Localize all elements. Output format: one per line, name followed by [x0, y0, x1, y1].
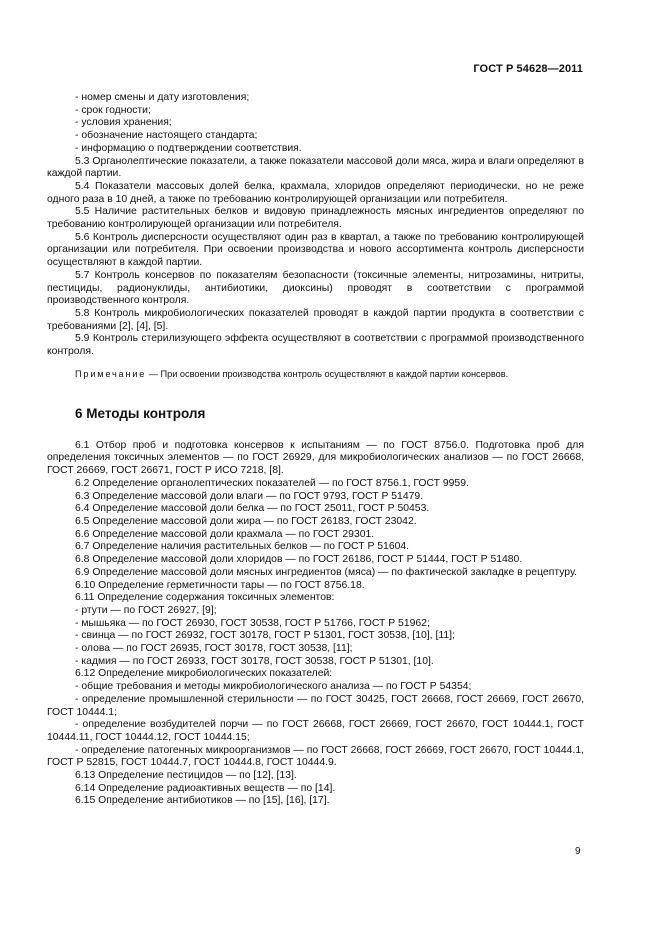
list-item: - мышьяка — по ГОСТ 26930, ГОСТ 30538, ГОСТ Р 51766, ГОСТ Р 51962; — [75, 617, 430, 629]
note — [75, 368, 584, 380]
paragraph-5-6: 5.6 Контроль дисперсности осуществляют один раз в квартал, а также по требованию контролирующей организации или потребителя. При освоении производства и нового ассортимента контроль дисперсности осуществляют в каждой партии. — [47, 231, 584, 269]
paragraph-5-9: 5.9 Контроль стерилизующего эффекта осуществляют в соответствии с программой производственного контроля. — [47, 333, 584, 358]
paragraph-6-8: 6.8 Определение массовой доли хлоридов — по ГОСТ 26186, ГОСТ Р 51444, ГОСТ Р 51480. — [75, 554, 523, 566]
note-text: — При освоении производства контроль осуществляют в каждой партии консервов. — [146, 368, 509, 379]
list-item: - срок годности; — [75, 104, 151, 116]
list-item: - обозначение настоящего стандарта; — [75, 130, 258, 142]
page-content — [47, 92, 584, 808]
list-item: - ртути — по ГОСТ 26927, [9]; — [75, 604, 217, 616]
paragraph-6-13: 6.13 Определение пестицидов — по [12], [13]. — [75, 770, 297, 782]
list-item: - определение промышленной стерильности — по ГОСТ 30425, ГОСТ 26668, ГОСТ 26669, ГОСТ 26670, ГОСТ 10444.1; — [47, 693, 584, 718]
paragraph-6-4: 6.4 Определение массовой доли белка — по ГОСТ 25011, ГОСТ Р 50453. — [75, 503, 430, 515]
paragraph-6-7: 6.7 Определение наличия растительных белков — по ГОСТ Р 51604. — [75, 541, 410, 553]
note-label: Примечание — [75, 368, 147, 379]
list-item: - определение возбудителей порчи — по ГОСТ 26668, ГОСТ 26669, ГОСТ 26670, ГОСТ 10444.1, ГОСТ 10444.11, ГОСТ 10444.12, ГОСТ 10444.15; — [47, 719, 584, 743]
paragraph-6-6: 6.6 Определение массовой доли крахмала — по ГОСТ 29301. — [75, 528, 375, 540]
paragraph-6-2: 6.2 Определение органолептических показателей — по ГОСТ 8756.1, ГОСТ 9959. — [75, 477, 469, 489]
list-item: - определение патогенных микроорганизмов — по ГОСТ 26668, ГОСТ 26669, ГОСТ 26670, ГОСТ 10444.1, ГОСТ Р 52815, ГОСТ 10444.7, ГОСТ 10444.8, ГОСТ 10444.9. — [47, 744, 584, 769]
list-item: - номер смены и дату изготовления; — [75, 92, 250, 103]
paragraph-6-5: 6.5 Определение массовой доли жира — по ГОСТ 26183, ГОСТ 23042. — [75, 515, 417, 527]
paragraph-5-4: 5.4 Показатели массовых долей белка, крахмала, хлоридов определяют периодически, но не реже одного раза в 10 дней, а также по требованию контролирующей организации или потребителя. — [47, 180, 584, 205]
paragraph-5-5: 5.5 Наличие растительных белков и видовую принадлежность мясных ингредиентов определяют по требованию контролирующей организации или потребителя. — [47, 206, 584, 231]
paragraph-6-12: 6.12 Определение микробиологических показателей: — [75, 668, 333, 680]
list-item: - общие требования и методы микробиологического анализа — по ГОСТ Р 54354; — [75, 681, 472, 693]
list-item: - олова — по ГОСТ 26935, ГОСТ 30178, ГОСТ 30538, [11]; — [75, 643, 353, 655]
paragraph-5-3: 5.3 Органолептические показатели, а также показатели массовой доли мяса, жира и влаги определяют в каждой партии. — [47, 155, 584, 180]
paragraph-6-1: 6.1 Отбор проб и подготовка консервов к испытаниям — по ГОСТ 8756.0. Подготовка проб для определения токсичных элементов — по ГОСТ 26929, для микробиологических анализов — по ГОСТ 26668, ГОСТ 26669, ГОСТ 26671, ГОСТ Р ИСО 7218, [8]. — [47, 439, 584, 477]
list-item: - условия хранения; — [75, 117, 172, 129]
paragraph-6-11: 6.11 Определение содержания токсичных элементов: — [75, 592, 335, 604]
section-heading: 6 Методы контроля — [75, 405, 206, 421]
paragraph-6-14: 6.14 Определение радиоактивных веществ — по [14]. — [75, 782, 336, 794]
list-item: - кадмия — по ГОСТ 26933, ГОСТ 30178, ГОСТ 30538, ГОСТ Р 51301, [10]. — [75, 655, 434, 667]
microbiology-list — [47, 681, 584, 770]
paragraph-6-3: 6.3 Определение массовой доли влаги — по ГОСТ 9793, ГОСТ Р 51479. — [75, 490, 424, 502]
paragraph-5-7: 5.7 Контроль консервов по показателям безопасности (токсичные элементы, нитрозамины, нитриты, пестициды, радионуклиды, антибиотики, диоксины) проводят в соответствии с программой производственного контроля. — [47, 269, 584, 307]
paragraph-6-15: 6.15 Определение антибиотиков — по [15], [16], [17]. — [75, 795, 330, 807]
paragraph-6-9: 6.9 Определение массовой доли мясных ингредиентов (мяса) — по фактической закладке в рецептуру. — [75, 566, 577, 578]
paragraph-5-8: 5.8 Контроль микробиологических показателей проводят в каждой партии продукта в соответствии с требованиями [2], [4], [5]. — [47, 307, 584, 332]
paragraph-6-10: 6.10 Определение герметичности тары — по ГОСТ 8756.18. — [75, 579, 365, 591]
page-number: 9 — [575, 846, 581, 857]
document-code-header: ГОСТ Р 54628—2011 — [473, 63, 583, 75]
list-item: - информацию о подтверждении соответствия. — [75, 142, 302, 154]
list-item: - свинца — по ГОСТ 26932, ГОСТ 30178, ГОСТ Р 51301, ГОСТ 30538, [10], [11]; — [75, 630, 455, 642]
labeling-list — [47, 92, 584, 156]
toxic-elements-list — [47, 605, 584, 669]
